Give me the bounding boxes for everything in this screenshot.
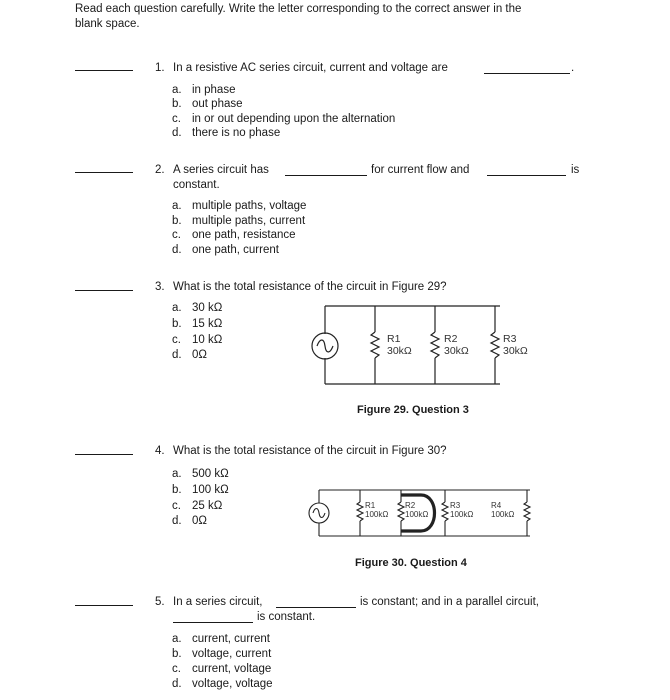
answer-blank-q3[interactable] <box>75 290 133 291</box>
option-q3-b: b. 15 kΩ <box>172 318 223 330</box>
fig29-r3-value: 30kΩ <box>503 345 528 357</box>
option-q2-d: d. one path, current <box>172 244 279 256</box>
fig29-r2-value: 30kΩ <box>444 345 469 357</box>
answer-blank-q1[interactable] <box>75 70 133 71</box>
question-text-3: What is the total resistance of the circuit in Figure 29? <box>173 281 447 293</box>
fig29-r3-zigzag <box>491 332 499 358</box>
option-q5-a: a. current, current <box>172 633 270 645</box>
question-text-5b: is constant; and in a parallel circuit, <box>360 596 539 608</box>
option-q3-a: a. 30 kΩ <box>172 302 223 314</box>
option-q4-a: a. 500 kΩ <box>172 468 229 480</box>
fig30-r3-value: 100kΩ <box>450 510 474 519</box>
figure-29-circuit <box>300 296 540 396</box>
question-text-2c: is <box>571 164 580 176</box>
option-q1-d: d. there is no phase <box>172 127 281 139</box>
answer-blank-q2[interactable] <box>75 172 133 173</box>
option-q2-c: c. one path, resistance <box>172 229 296 241</box>
question-1-period: . <box>571 62 575 74</box>
question-text-2a: A series circuit has <box>173 164 269 176</box>
figure-30-caption: Figure 30. Question 4 <box>355 557 467 569</box>
fill-blank-q2-second[interactable] <box>487 175 566 176</box>
fig30-r1-zigzag <box>357 502 363 521</box>
question-number-2: 2. <box>155 164 165 176</box>
fig29-r1-zigzag <box>371 332 379 358</box>
option-q1-a: a. in phase <box>172 84 236 96</box>
answer-blank-q5[interactable] <box>75 605 133 606</box>
question-number-4: 4. <box>155 445 165 457</box>
option-q1-b: b. out phase <box>172 98 243 110</box>
option-q3-c: c. 10 kΩ <box>172 334 223 346</box>
question-number-3: 3. <box>155 281 165 293</box>
option-q3-d: d. 0Ω <box>172 349 207 361</box>
question-text-1: In a resistive AC series circuit, current and voltage are <box>173 62 448 74</box>
question-text-4: What is the total resistance of the circuit in Figure 30? <box>173 445 447 457</box>
answer-blank-q4[interactable] <box>75 454 133 455</box>
option-q4-b: b. 100 kΩ <box>172 484 229 496</box>
option-q4-d: d. 0Ω <box>172 515 207 527</box>
fill-blank-q1[interactable] <box>484 73 570 74</box>
option-q5-b: b. voltage, current <box>172 648 272 660</box>
option-q1-c: c. in or out depending upon the alternation <box>172 113 396 125</box>
instructions-line-1: Read each question carefully. Write the letter corresponding to the correct answer in the <box>75 3 522 15</box>
fig30-r1-value: 100kΩ <box>365 510 389 519</box>
option-q5-d: d. voltage, voltage <box>172 678 273 690</box>
question-text-2b: for current flow and <box>371 164 470 176</box>
fig30-r2-value: 100kΩ <box>405 510 429 519</box>
fig30-r4-name: R4 <box>491 501 502 510</box>
question-number-5: 5. <box>155 596 165 608</box>
figure-29-caption: Figure 29. Question 3 <box>357 404 469 416</box>
fill-blank-q5-second[interactable] <box>173 622 253 623</box>
question-text-5c: is constant. <box>257 611 316 623</box>
option-q2-a: a. multiple paths, voltage <box>172 200 307 212</box>
fig29-r2-zigzag <box>431 332 439 358</box>
fig29-r2-name: R2 <box>444 333 458 345</box>
fig30-r2-zigzag <box>398 502 404 521</box>
fig30-r3-zigzag <box>442 502 448 521</box>
fill-blank-q2-first[interactable] <box>285 175 367 176</box>
option-q5-c: c. current, voltage <box>172 663 272 675</box>
question-text-2d: constant. <box>173 179 220 191</box>
instructions-line-2: blank space. <box>75 18 140 30</box>
fig30-r4-zigzag <box>524 502 530 521</box>
fig30-r3-name: R3 <box>450 501 461 510</box>
figure-30-circuit <box>305 484 545 544</box>
fig29-r1-name: R1 <box>387 333 401 345</box>
question-number-1: 1. <box>155 62 165 74</box>
option-q2-b: b. multiple paths, current <box>172 215 306 227</box>
question-text-5a: In a series circuit, <box>173 596 263 608</box>
fig30-r2-name: R2 <box>405 501 416 510</box>
fig30-r1-name: R1 <box>365 501 376 510</box>
option-q4-c: c. 25 kΩ <box>172 500 223 512</box>
fig29-r1-value: 30kΩ <box>387 345 412 357</box>
fig29-r3-name: R3 <box>503 333 517 345</box>
fig30-r4-value: 100kΩ <box>491 510 515 519</box>
fill-blank-q5-first[interactable] <box>276 607 356 608</box>
